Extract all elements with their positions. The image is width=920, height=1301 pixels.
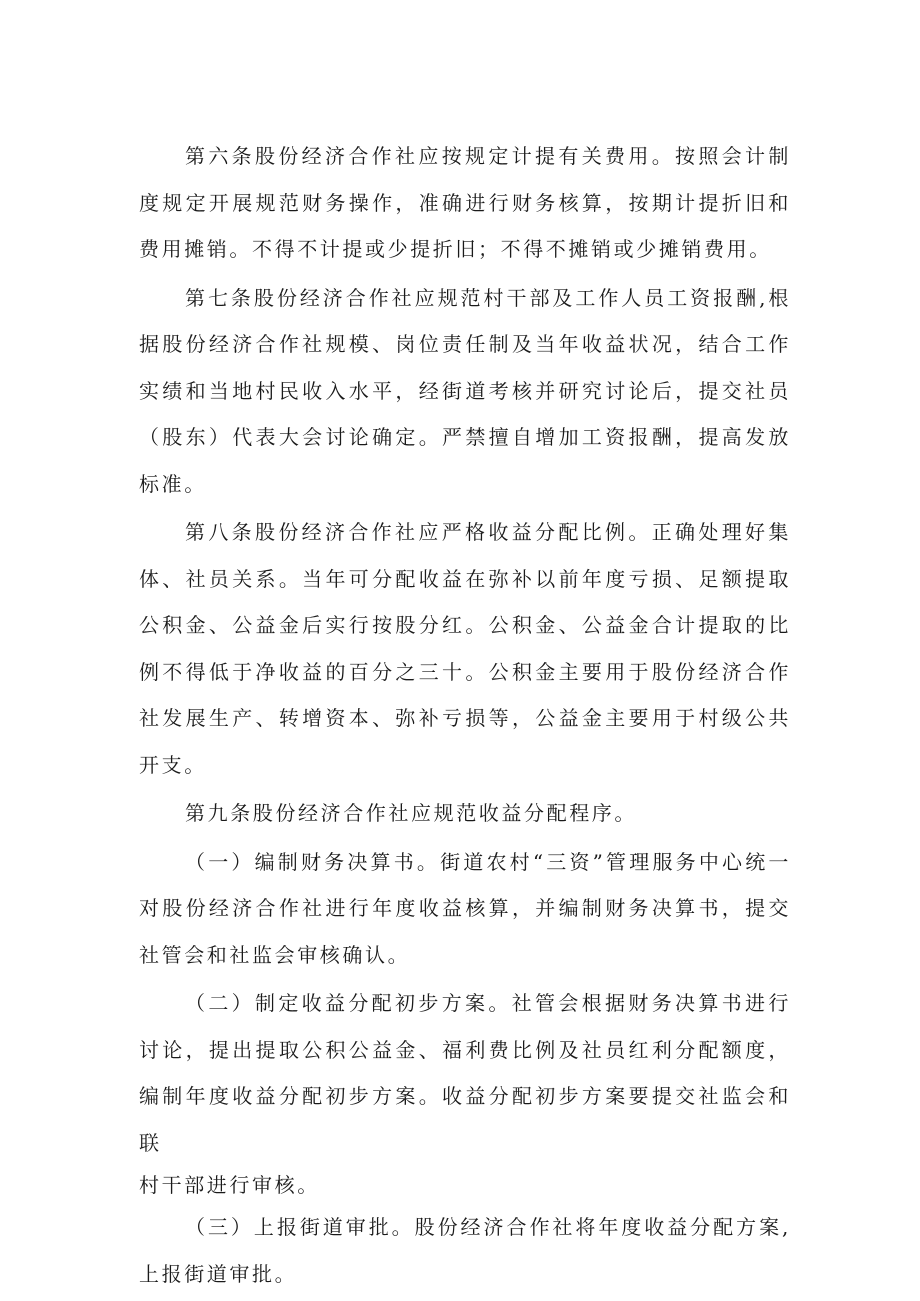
- article-9-paragraph: 第九条股份经济合作社应规范收益分配程序。: [185, 801, 637, 825]
- item-2-paragraph: （二）制定收益分配初步方案。社管会根据财务决算书进行讨论，提出提取公积公益金、福利费比例及社员红利分配额度，编制年度收益分配初步方案。收益分配初步方案要提交社监会和联: [139, 991, 791, 1155]
- item-3-paragraph: （三）上报街道审批。股份经济合作社将年度收益分配方案,上报街道审批。: [139, 1215, 791, 1286]
- article-8-paragraph: 第八条股份经济合作社应严格收益分配比例。正确处理好集体、社员关系。当年可分配收益在弥补以前年度亏损、足额提取公积金、公益金后实行按股分红。公积金、公益金合计提取的比例不得低于净收益的百分之三十。公积金主要用于股份经济合作社发展生产、转增资本、弥补亏损等，公益金主要用于村级公共开支。: [139, 520, 791, 777]
- article-6-paragraph: 第六条股份经济合作社应按规定计提有关费用。按照会计制度规定开展规范财务操作，准确进行财务核算，按期计提折旧和费用摊销。不得不计提或少提折旧；不得不摊销或少摊销费用。: [139, 144, 791, 261]
- item-2-continuation: 村干部进行审核。: [139, 1173, 320, 1197]
- document-body: [139, 133, 791, 1297]
- item-1-paragraph: （一）编制财务决算书。街道农村“三资”管理服务中心统一对股份经济合作社进行年度收益核算，并编制财务决算书，提交社管会和社监会审核确认。: [139, 849, 791, 967]
- article-7-paragraph: 第七条股份经济合作社应规范村干部及工作人员工资报酬,根据股份经济合作社规模、岗位责任制及当年收益状况，结合工作实绩和当地村民收入水平，经街道考核并研究讨论后，提交社员（股东）代表大会讨论确定。严禁擅自增加工资报酬，提高发放标准。: [139, 285, 791, 496]
